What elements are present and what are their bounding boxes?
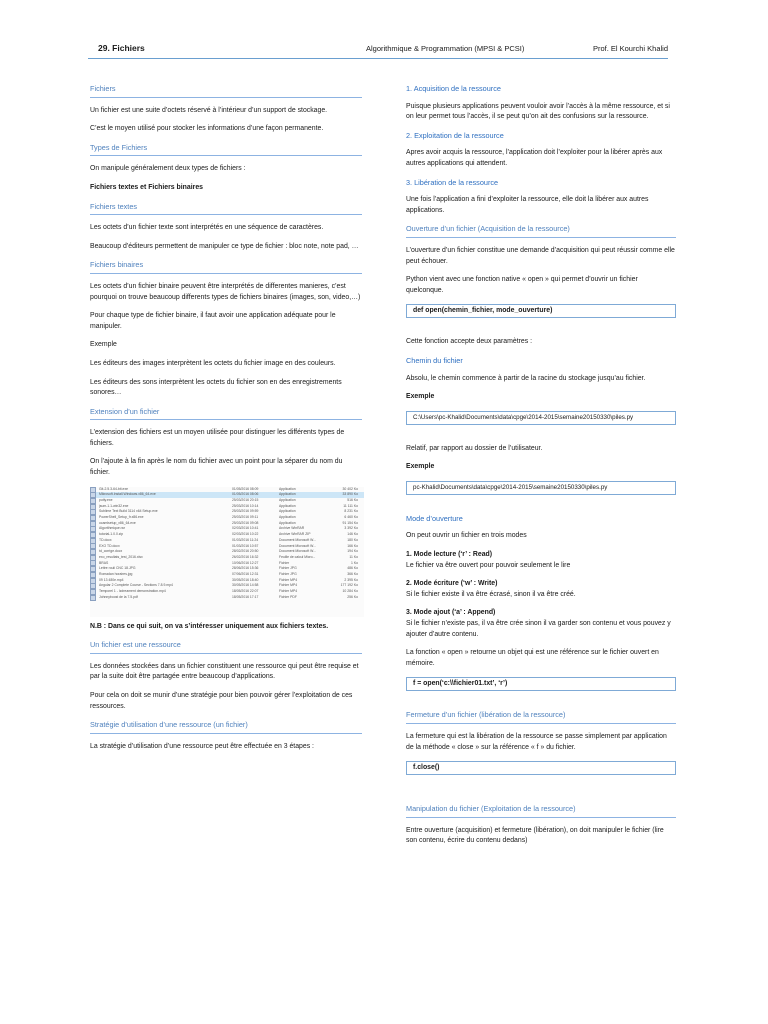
file-name: TD.docx: [99, 537, 112, 542]
file-date: 01/03/2016 11:24: [232, 537, 259, 542]
file-type: Application: [279, 503, 296, 508]
subsection-title-chemin: Chemin du fichier: [406, 355, 463, 365]
file-name: Romadan horaires.jpg: [99, 571, 133, 576]
file-type: Fichier JPG: [279, 571, 297, 576]
file-size: 10 284 Ko: [342, 589, 358, 594]
file-size: 30 402 Ko: [342, 486, 358, 491]
right-column: [406, 84, 676, 855]
file-name: PowerShell_Setup_fr.x86.exe: [99, 515, 144, 520]
paragraph: Les octets d’un fichier binaire peuvent être interprétés de differentes manieres, c’est pourquoi on trouve beaucoup differents types de fichiers binaires (images, son, video,…): [90, 282, 361, 301]
file-size: 3 392 Ko: [344, 526, 358, 531]
file-icon: [90, 595, 96, 601]
file-type: Fichier PDF: [279, 594, 297, 599]
chapter-title: 29. Fichiers: [98, 43, 145, 53]
file-type: Application: [279, 515, 296, 520]
subsection-title-mode: Mode d’ouverture: [406, 513, 463, 523]
file-type: Fichier MP4: [279, 583, 298, 588]
file-name: td_corrige.docx: [99, 549, 123, 554]
paragraph: On peut ouvrir un fichier en trois modes: [406, 532, 527, 540]
spacer: [406, 327, 676, 337]
file-name: jsum-1.1-win32.exe: [99, 503, 129, 508]
file-type: Archive WinRAR ZIP: [279, 532, 311, 537]
file-name: EXO TD.docx: [99, 543, 120, 548]
file-date: 25/03/2016 09:08: [232, 520, 259, 525]
file-date: 18/05/2016 22:07: [232, 589, 259, 594]
paragraph: Apres avoir acquis la ressource, l’application doit l’exploiter pour la libérer après aux autres applications qui attendent.: [406, 149, 663, 167]
file-type: Application: [279, 520, 296, 525]
step-title-acquisition: 1. Acquisition de la ressource: [406, 84, 501, 93]
file-date: 25/03/2016 10:14: [232, 503, 259, 508]
paragraph: La stratégie d’utilisation d’une ressource peut être effectuée en 3 étapes :: [90, 742, 314, 750]
file-row[interactable]: [90, 595, 364, 601]
file-size: 2 395 Ko: [344, 577, 358, 582]
file-type: Document Microsoft W...: [279, 537, 316, 542]
file-date: 25/03/2016 09:59: [232, 509, 259, 514]
file-name: Git-2.5.3-64-bit.exe: [99, 486, 129, 491]
file-size: 1 Ko: [351, 560, 358, 565]
file-name: Johnnyboost de la 7.5.pdf: [99, 594, 138, 599]
file-size: 6 460 Ko: [344, 515, 358, 520]
code-absolute-path: C:\Users\pc-Khalid\Documents\data\cpge\2014-2015\semaine20150330\piles.py: [406, 411, 676, 425]
paragraph: Puisque plusieurs applications peuvent vouloir avoir l’accès à la même ressource, et si on leur permet tous l’accès, il se peut qu’on ait des confusions sur la ressource.: [406, 102, 670, 121]
file-type: Document Microsoft W...: [279, 543, 316, 548]
file-date: 30/05/2016 14:58: [232, 583, 259, 588]
section-title-manipulation: Manipulation du fichier (Exploitation de la ressource): [406, 804, 676, 818]
section-title-ouverture: Ouverture d’un fichier (Acquisition de la ressource): [406, 224, 676, 238]
page-header: [88, 38, 668, 59]
paragraph: Les éditeurs des images interprètent les octets du fichier image en des couleurs.: [90, 359, 336, 367]
paragraph-absolu: Absolu, le chemin commence à partir de la racine du stockage jusqu’au fichier.: [406, 374, 646, 382]
section-title-strategie: Stratégie d’utilisation d’une ressource (un fichier): [90, 720, 362, 734]
paragraph: Entre ouverture (acquisition) et fermeture (libération), on doit manipuler le fichier (lire son contenu, écrire du contenu dedans): [406, 826, 664, 845]
example-label: Exemple: [406, 463, 435, 471]
paragraph-relatif: Relatif, par rapport au dossier de l’utilisateur.: [406, 444, 543, 452]
file-size: 166 Ko: [347, 543, 358, 548]
professor-name: Prof. El Kourchi Khalid: [592, 44, 668, 53]
file-size: 8 231 Ko: [344, 509, 358, 514]
file-size: 11 111 Ko: [343, 503, 358, 508]
section-title-binaires: Fichiers binaires: [90, 260, 362, 274]
file-name: Sublime Text Build 3114 x64 Setup.exe: [99, 509, 158, 514]
code-open-call: f = open(‘c:\\fichier01.txt’, ‘r’): [406, 677, 676, 691]
file-type: Document Microsoft W...: [279, 549, 316, 554]
file-date: 01/03/2016 10:57: [232, 543, 259, 548]
file-name: Angular 2 Complete Course - Sections 7.8.9.mp4: [99, 583, 173, 588]
file-explorer-screenshot: [90, 487, 364, 617]
file-name: ocamlsetup_x86_64.exe: [99, 520, 136, 525]
file-date: 28/06/2016 15:36: [232, 566, 259, 571]
paragraph: Un fichier est une suite d’octets réservé à l’intérieur d’un support de stockage.: [90, 106, 328, 114]
section-title-textes: Fichiers textes: [90, 202, 362, 216]
mode-write-title: 2. Mode écriture (‘w’ : Write): [406, 580, 498, 588]
file-size: 516 Ko: [347, 498, 358, 503]
section-title-types: Types de Fichiers: [90, 143, 362, 157]
paragraph: Les éditeurs des sons interprètent les octets du fichier son en des enregistrements sonores…: [90, 378, 342, 397]
file-date: 25/03/2016 20:15: [232, 498, 259, 503]
paragraph: Beaucoup d’éditeurs permettent de manipuler ce type de fichier : bloc note, note pad, …: [90, 242, 359, 250]
file-name: tutorial-1.0.0.zip: [99, 532, 124, 537]
file-size: 146 Ko: [347, 532, 358, 537]
section-title-ressource: Un fichier est une ressource: [90, 640, 362, 654]
file-type: Fichier MP4: [279, 577, 298, 582]
section-title-fichiers: Fichiers: [90, 84, 362, 98]
file-name: exo_resultats_test_2016.xlsx: [99, 554, 143, 559]
nb-note: N.B : Dans ce qui suit, on va s’intéresser uniquement aux fichiers textes.: [90, 622, 329, 630]
spacer: [406, 700, 676, 710]
paragraph: C’est le moyen utilisé pour stocker les informations d’une façon permanente.: [90, 125, 324, 133]
file-date: 26/02/2016 16:32: [232, 554, 259, 559]
file-date: 25/03/2016 09:11: [232, 515, 259, 520]
file-type: Application: [279, 486, 296, 491]
file-type: Archive WinRAR: [279, 526, 305, 531]
file-type: Feuille de calcul Micro...: [279, 554, 316, 559]
paragraph: L’extension des fichiers est un moyen utilisée pour distinguer les différents types de fichiers.: [90, 429, 345, 447]
file-size: 366 Ko: [347, 571, 358, 576]
file-name: Temporel 1 - Izdreament demonstration.mp4: [99, 589, 166, 594]
file-type: Fichier JPG: [279, 566, 297, 571]
spacer: [406, 784, 676, 804]
file-name: 09 13 480e.mp4: [99, 577, 124, 582]
file-date: 07/06/2016 12:31: [232, 571, 259, 576]
file-date: 01/05/2016 08:09: [232, 486, 259, 491]
left-column: [90, 84, 362, 760]
mode-append-title: 3. Mode ajout (‘a’ : Append): [406, 609, 496, 617]
file-type: Fichier: [279, 560, 290, 565]
paragraph: Les octets d’un fichier texte sont interprétés en une séquence de caractères.: [90, 224, 324, 232]
mode-append-desc: Si le fichier n’existe pas, il va être crée sinon il va garder son contenu et vous pouvez y ajouter d’autre contenu.: [406, 620, 671, 638]
paragraph: Cette fonction accepte deux paramètres :: [406, 338, 533, 346]
paragraph: La fermeture qui est la libération de la ressource se passe simplement par application de la méthode « close » sur la référence « f » du fichier.: [406, 733, 667, 751]
file-size: 486 Ko: [347, 566, 358, 571]
step-title-liberation: 3. Libération de la ressource: [406, 177, 499, 187]
spacer: [406, 504, 676, 514]
paragraph: Python vient avec une fonction native « open » qui permet d’ouvrir un fichier quelconque.: [406, 276, 638, 294]
file-type: Fichier MP4: [279, 589, 298, 594]
file-date: 18/05/2016 17:17: [232, 594, 259, 599]
paragraph: Fichiers textes et Fichiers binaires: [90, 183, 203, 191]
file-type: Application: [279, 498, 296, 503]
paragraph: On manipule généralement deux types de fichiers :: [90, 165, 246, 173]
file-name: Algorithmique.rar: [99, 526, 125, 531]
section-title-fermeture: Fermeture d’un fichier (libération de la ressource): [406, 710, 676, 724]
file-date: 30/05/2016 18:40: [232, 577, 259, 582]
example-label: Exemple: [406, 393, 435, 401]
file-size: 180 Ko: [347, 537, 358, 542]
file-date: 28/02/2016 20:50: [232, 549, 259, 554]
file-size: 91 154 Ko: [342, 520, 358, 525]
file-size: 11 Ko: [349, 554, 358, 559]
file-type: Application: [279, 509, 296, 514]
file-size: 256 Ko: [347, 594, 358, 599]
paragraph: L’ouverture d’un fichier constitue une demande d’acquisition qui peut réussir comme elle peut échouer.: [406, 246, 675, 265]
file-name: Mikrosoft.Install.Windows.x86_64.exe: [99, 492, 156, 497]
mode-read-desc: Le fichier va être ouvert pour pouvoir seulement le lire: [406, 561, 571, 569]
file-size: 194 Ko: [347, 549, 358, 554]
file-name: Lettre rouli CNC 18.JPG: [99, 566, 136, 571]
file-date: 10/06/2016 12:27: [232, 560, 259, 565]
spacer: [406, 434, 676, 444]
step-title-exploitation: 2. Exploitation de la ressource: [406, 130, 504, 140]
code-close-call: f.close(): [406, 761, 676, 775]
paragraph: Pour cela on doit se munir d’une stratégie pour bien pouvoir gérer l’exploitation de ces ressources.: [90, 692, 353, 710]
file-date: 02/03/2016 10:22: [232, 532, 259, 537]
file-date: 01/05/2016 08:06: [232, 492, 259, 497]
file-type: Application: [279, 492, 296, 497]
section-title-extension: Extension d’un fichier: [90, 407, 362, 421]
paragraph: Pour chaque type de fichier binaire, il faut avoir une application adéquate pour le manipuler.: [90, 312, 336, 330]
code-open-signature: def open(chemin_fichier, mode_ouverture): [406, 304, 676, 318]
paragraph: On l’ajoute à la fin après le nom du fichier avec un point pour la séparer du nom du fichier.: [90, 458, 343, 477]
paragraph: Exemple: [90, 341, 117, 349]
file-size: 33 890 Ko: [342, 492, 358, 497]
mode-write-desc: Si le fichier existe il va être écrasé, sinon il va être créé.: [406, 590, 576, 598]
course-title: Algorithmique & Programmation (MPSI & PCSI): [366, 44, 525, 53]
file-name: putty.exe: [99, 498, 113, 503]
file-name: BRAS: [99, 560, 109, 565]
file-date: 02/03/2016 10:41: [232, 526, 259, 531]
paragraph: La fonction « open » retourne un objet qui est une référence sur le fichier ouvert en mémoire.: [406, 649, 659, 667]
paragraph: Une fois l’application a fini d’exploiter la ressource, elle doit la libérer aux autres applications.: [406, 196, 649, 214]
code-relative-path: pc-Khalid\Documents\data\cpge\2014-2015\semaine20150330\piles.py: [406, 481, 676, 495]
paragraph: Les données stockées dans un fichier constituent une ressource qui peut être requise et par la suite doit être partagée entre beaucoup d’applications.: [90, 662, 359, 681]
mode-read-title: 1. Mode lecture (‘r’ : Read): [406, 551, 493, 559]
file-size: 177 192 Ko: [340, 583, 358, 588]
